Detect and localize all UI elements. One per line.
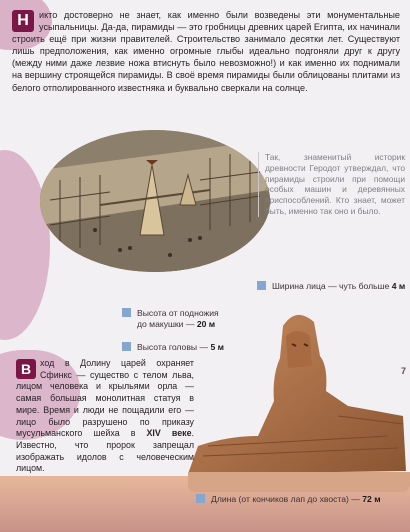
- head-height-label: Высота головы — 5 м: [122, 342, 224, 353]
- face-width-label: Ширина лица — чуть больше 4 м: [257, 281, 405, 292]
- height-total-value: 20 м: [196, 319, 216, 329]
- century-value: XIV: [146, 428, 161, 439]
- marker-square: [196, 494, 205, 503]
- intro-dropcap: Н: [12, 10, 34, 32]
- length-value: 72 м: [362, 494, 381, 504]
- length-label: Длина (от кончиков лап до хвоста) — 72 м: [196, 494, 381, 505]
- face-width-value: 4 м: [391, 281, 406, 291]
- intro-paragraph: [12, 9, 400, 94]
- marker-square: [122, 342, 131, 351]
- marker-square: [257, 281, 266, 290]
- page-number: 7: [400, 366, 406, 376]
- valley-paragraph: В ход в Долину царей охраняет Сфинкс — существо с телом льва, лицом человека и крыльями орла — самая большая монолитная статуя в мире. Время и люди не пощадили его — лицо было разрушено по приказу мусульманского шейха в XIV веке. Известно, что пророк запрещал изображать идолов с человеческим лицом.: [16, 358, 194, 474]
- sphinx-photo: [188, 296, 410, 492]
- herodotus-note: Так, знаменитый историк древности Геродот утверждал, что пирамиды строили при помощи особых машин и деревянных приспособлений. Кто знает, может быть, именно так оно и было.: [258, 152, 405, 217]
- marker-square: [122, 308, 131, 317]
- pyramid-construction-illustration: [40, 130, 270, 272]
- intro-text: икто достоверно не знает, как именно были возведены эти монументальные усыпальницы. Да-да, пирамиды — это гробницы древних царей Египта, их начинали строить ещё при жизни правителей. Строительство занимало десятки лет. Существуют лишь предположения, как именно огромные глыбы идеально подгоняли друг к другу (между ними даже лезвие ножа втиснуть было невозможно!) и как именно их поднимали на вершину строящейся пирамиды. В своё время пирамиды были облицованы плитами из белого отполированного известняка и буквально сверкали на солнце.: [12, 10, 400, 93]
- valley-dropcap: В: [16, 359, 36, 379]
- height-total-label: Высота от подножия до макушки — 20 м: [122, 308, 219, 330]
- head-height-value: 5 м: [210, 342, 224, 352]
- decorative-blob: [0, 150, 50, 340]
